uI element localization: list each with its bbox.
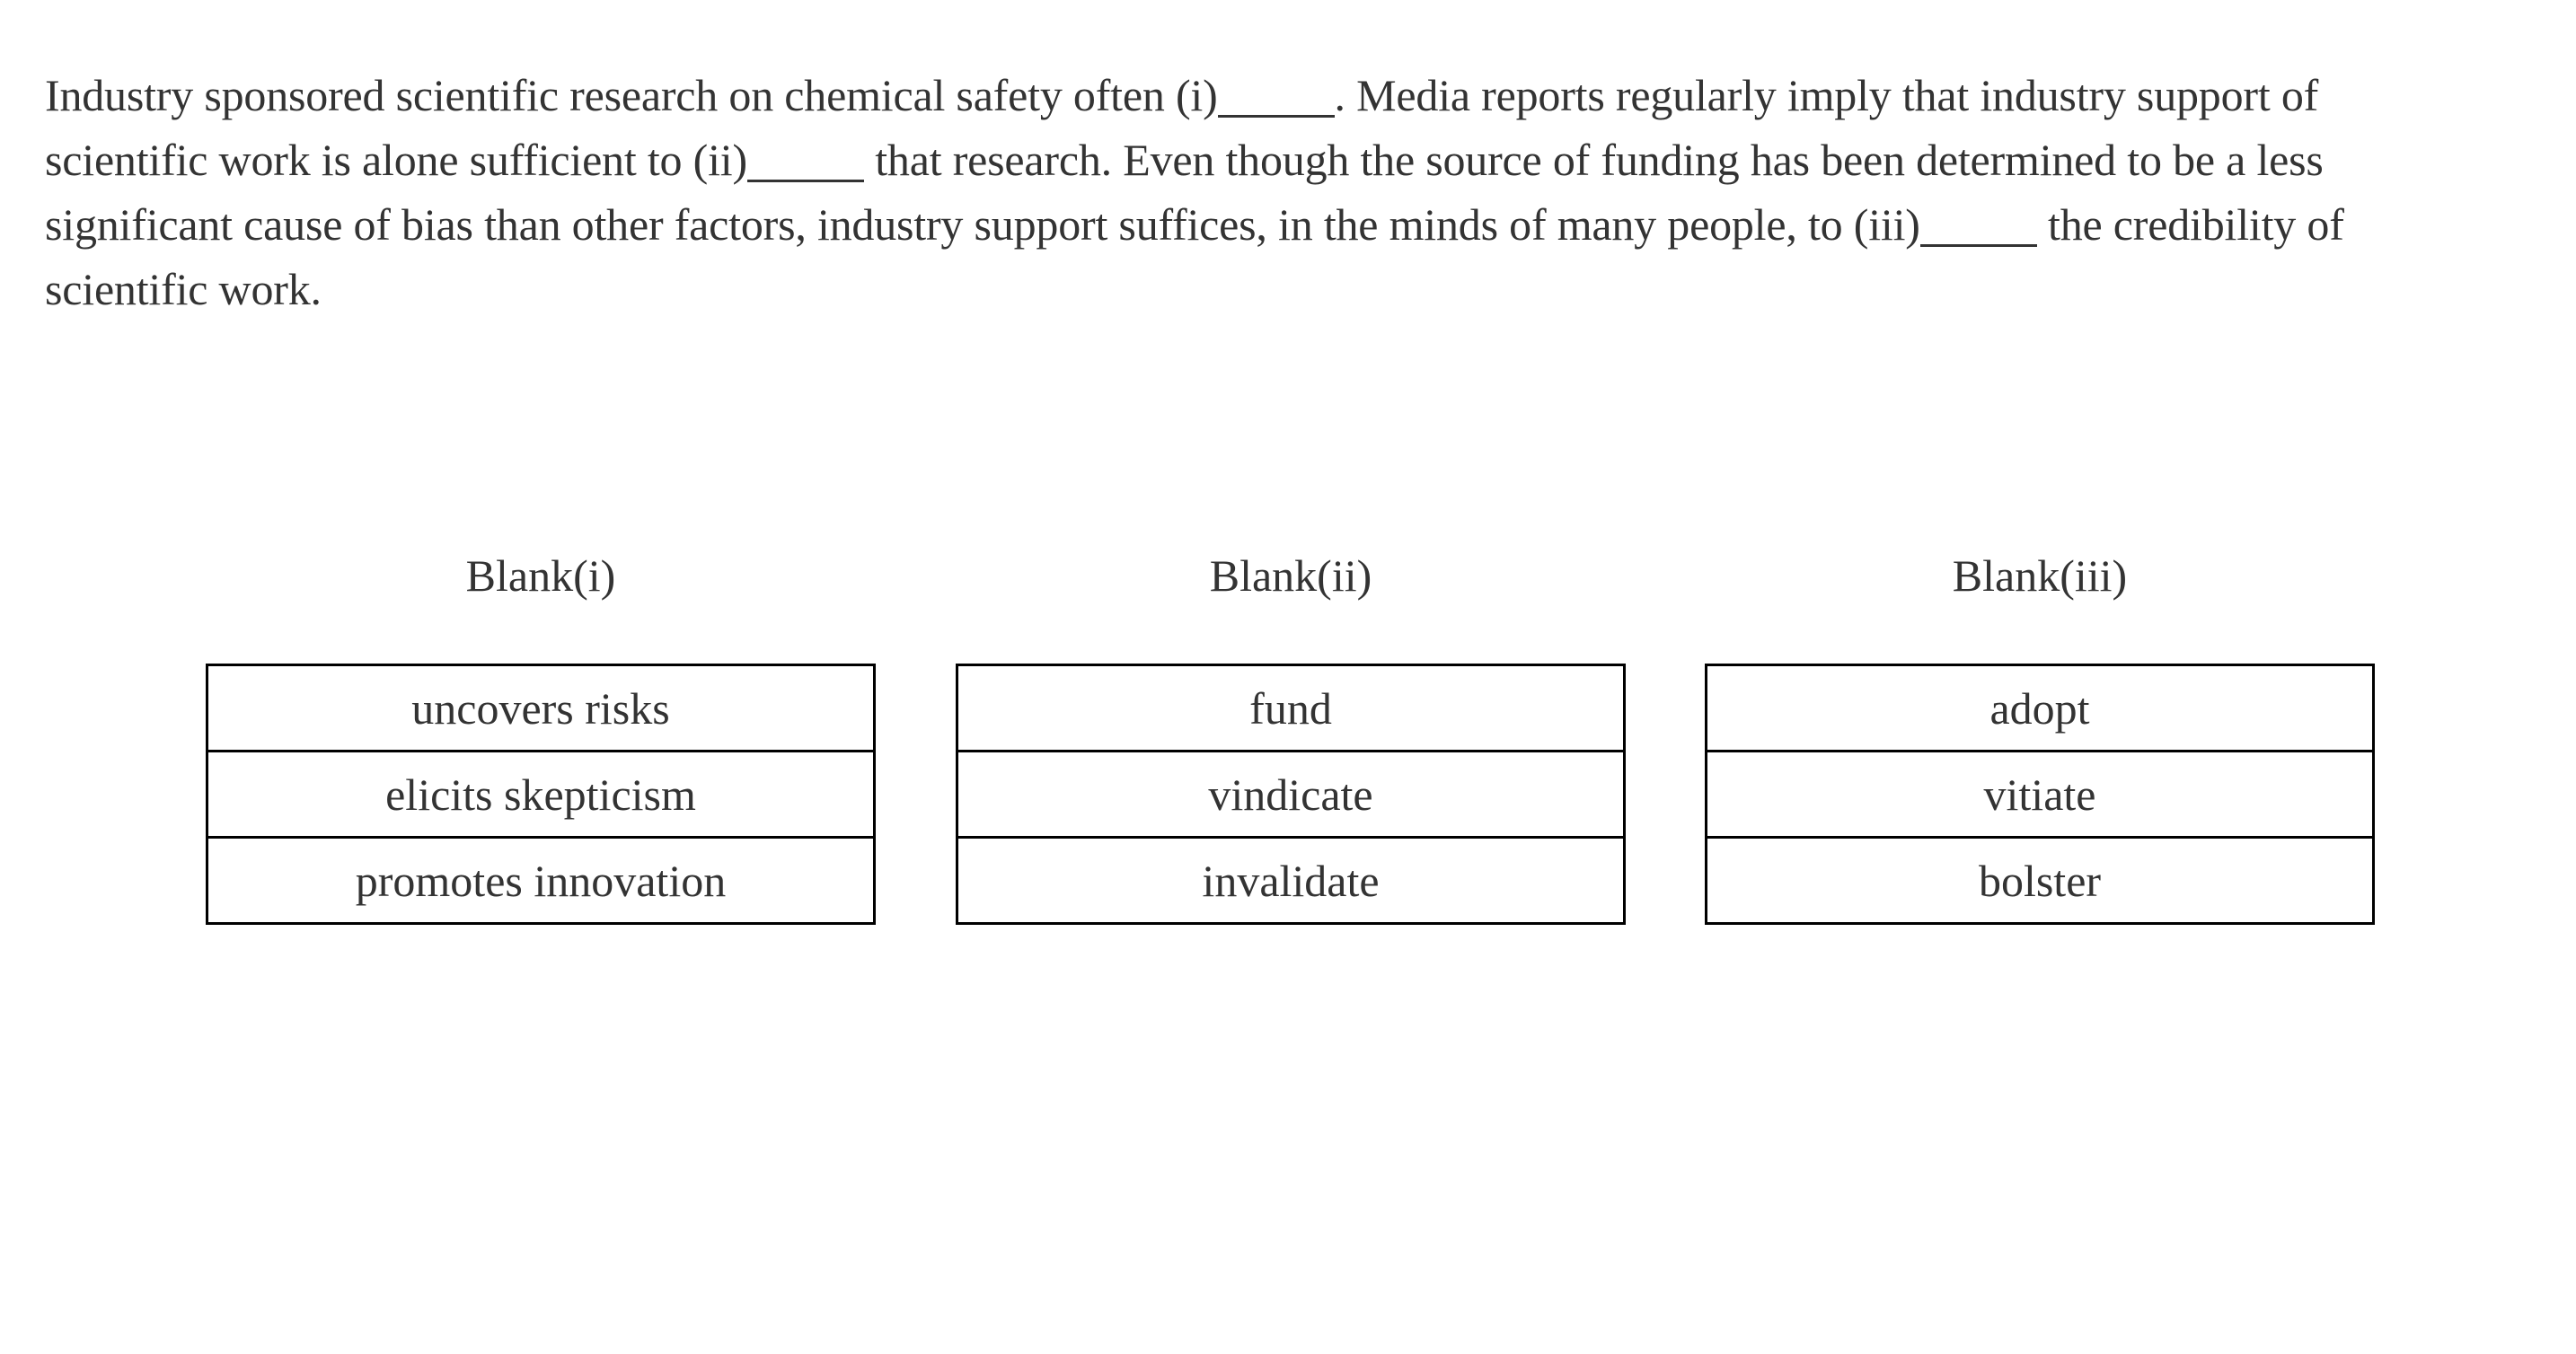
blank-iii-choice-3[interactable]: bolster xyxy=(1707,838,2374,924)
blank-ii-choices xyxy=(956,664,1626,925)
question-segment-4: the credibility of scientific work. xyxy=(45,199,2344,314)
blank-iii-choice-2[interactable]: vitiate xyxy=(1707,752,2374,838)
blank-ii-group xyxy=(956,543,1626,906)
blank-ii-placeholder xyxy=(747,136,864,182)
blank-ii-title: Blank(ii) xyxy=(1209,550,1372,601)
blank-i-title: Blank(i) xyxy=(465,550,616,601)
blank-ii-choice-3[interactable]: invalidate xyxy=(957,838,1625,924)
blank-iii-choice-1[interactable]: adopt xyxy=(1707,665,2374,752)
blank-ii-choice-1[interactable]: fund xyxy=(957,665,1625,752)
blank-i-placeholder xyxy=(1218,72,1335,118)
question-segment-3: that research. Even though the source of funding has been determined to be a less significant cause of bias than other factors, industry support suffices, in the minds of many people, to (iii) xyxy=(45,135,2324,250)
question-segment-2: . Media reports regularly imply that industry support of scientific work is alone sufficient to (ii) xyxy=(45,70,2319,185)
blank-iii-placeholder xyxy=(1920,201,2037,247)
blank-i-choices xyxy=(206,664,876,925)
blank-iii-group xyxy=(1705,543,2375,906)
blank-i-choice-1[interactable]: uncovers risks xyxy=(207,665,875,752)
blank-i-choice-2[interactable]: elicits skepticism xyxy=(207,752,875,838)
blank-iii-choices xyxy=(1705,664,2375,925)
blank-ii-choice-2[interactable]: vindicate xyxy=(957,752,1625,838)
question-segment-1: Industry sponsored scientific research on chemical safety often (i) xyxy=(45,70,1218,120)
blank-iii-title: Blank(iii) xyxy=(1952,550,2128,601)
blank-i-choice-3[interactable]: promotes innovation xyxy=(207,838,875,924)
blank-i-group xyxy=(206,543,876,906)
question-text xyxy=(45,63,2470,321)
